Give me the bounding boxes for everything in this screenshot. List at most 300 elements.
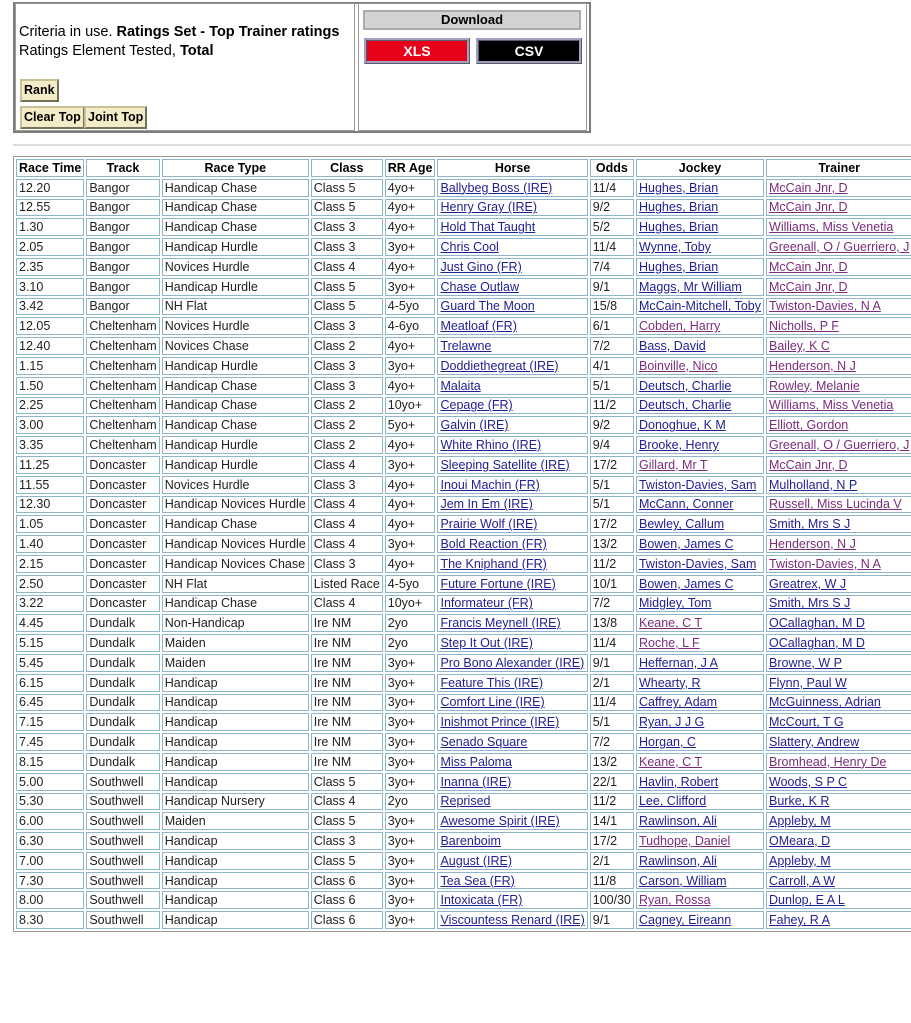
joint-top-button[interactable]: Joint Top	[84, 106, 147, 129]
cell-race-type: Novices Hurdle	[162, 258, 309, 276]
horse-link[interactable]: August (IRE)	[440, 853, 513, 868]
cell-rr-age: 3yo+	[385, 713, 436, 731]
trainer-link[interactable]: Appleby, M	[769, 814, 831, 829]
csv-download-button[interactable]: CSV	[476, 38, 582, 64]
cell-race-type: Handicap	[162, 872, 309, 890]
jockey-link[interactable]: Twiston-Davies, Sam	[638, 556, 757, 571]
column-header-jockey[interactable]: Jockey	[636, 159, 764, 177]
rank-button[interactable]: Rank	[20, 79, 59, 102]
trainer-link[interactable]: Nicholls, P F	[769, 319, 839, 334]
horse-link[interactable]: Trelawne	[440, 339, 492, 354]
cell-odds: 11/2	[590, 397, 634, 415]
horse-link[interactable]: Inoui Machin (FR)	[440, 477, 540, 492]
horse-link[interactable]: Comfort Line (IRE)	[440, 695, 545, 710]
trainer-link[interactable]: McGuinness, Adrian	[769, 695, 881, 710]
clear-top-button[interactable]: Clear Top	[20, 106, 85, 129]
cell-race-time: 6.45	[16, 694, 84, 712]
cell-trainer	[766, 555, 911, 573]
trainer-link[interactable]: Russell, Miss Lucinda V	[769, 497, 902, 512]
cell-rr-age: 4yo+	[385, 377, 436, 395]
table-row	[16, 337, 911, 355]
horse-link[interactable]: The Kniphand (FR)	[440, 556, 547, 571]
cell-trainer	[766, 753, 911, 771]
cell-odds: 17/2	[590, 832, 634, 850]
cell-race-type: Handicap Hurdle	[162, 278, 309, 296]
table-row	[16, 753, 911, 771]
cell-jockey	[636, 298, 764, 316]
jockey-link[interactable]: Lee, Clifford	[638, 794, 707, 809]
table-row	[16, 575, 911, 593]
divider	[13, 144, 911, 146]
jockey-link[interactable]: Brooke, Henry	[638, 438, 719, 453]
cell-track: Doncaster	[86, 535, 159, 553]
cell-trainer	[766, 713, 911, 731]
horse-link[interactable]: Inanna (IRE)	[440, 774, 512, 789]
cell-track: Doncaster	[86, 496, 159, 514]
cell-jockey	[636, 317, 764, 335]
cell-trainer	[766, 416, 911, 434]
trainer-link[interactable]: McCain Jnr, D	[769, 457, 848, 472]
trainer-link[interactable]: Smith, Mrs S J	[769, 596, 851, 611]
table-row	[16, 258, 911, 276]
cell-trainer	[766, 654, 911, 672]
cell-rr-age: 10yo+	[385, 397, 436, 415]
cell-race-type: Handicap	[162, 911, 309, 929]
cell-track: Southwell	[86, 773, 159, 791]
trainer-link[interactable]: Greatrex, W J	[769, 576, 847, 591]
horse-link[interactable]: Miss Paloma	[440, 754, 513, 769]
cell-jockey	[636, 515, 764, 533]
criteria-line2-prefix: Ratings Element Tested,	[19, 43, 180, 59]
table-row	[16, 812, 911, 830]
cell-race-time: 2.50	[16, 575, 84, 593]
jockey-link[interactable]: Carson, William	[638, 873, 727, 888]
table-row	[16, 357, 911, 375]
jockey-link[interactable]: Bass, David	[638, 339, 706, 354]
horse-link[interactable]: Awesome Spirit (IRE)	[440, 814, 560, 829]
cell-trainer	[766, 891, 911, 909]
cell-race-time: 5.45	[16, 654, 84, 672]
jockey-link[interactable]: Donoghue, K M	[638, 418, 726, 433]
cell-horse	[437, 634, 587, 652]
cell-odds: 5/1	[590, 377, 634, 395]
cell-race-time: 6.30	[16, 832, 84, 850]
cell-odds: 9/2	[590, 199, 634, 217]
table-row	[16, 891, 911, 909]
cell-track: Doncaster	[86, 456, 159, 474]
race-table	[13, 156, 911, 932]
cell-odds: 7/4	[590, 258, 634, 276]
cell-class: Class 4	[311, 595, 383, 613]
cell-horse	[437, 298, 587, 316]
cell-race-time: 1.05	[16, 515, 84, 533]
trainer-link[interactable]: OMeara, D	[769, 833, 831, 848]
cell-odds: 7/2	[590, 733, 634, 751]
jockey-link[interactable]: Gillard, Mr T	[638, 457, 708, 472]
cell-rr-age: 3yo+	[385, 753, 436, 771]
cell-trainer	[766, 357, 911, 375]
cell-trainer	[766, 812, 911, 830]
cell-jockey	[636, 456, 764, 474]
cell-odds: 11/4	[590, 179, 634, 197]
horse-link[interactable]: Viscountess Renard (IRE)	[440, 913, 585, 928]
cell-rr-age: 3yo+	[385, 911, 436, 929]
jockey-link[interactable]: Ryan, J J G	[638, 715, 705, 730]
cell-horse	[437, 555, 587, 573]
trainer-link[interactable]: McCain Jnr, D	[769, 200, 848, 215]
cell-odds: 22/1	[590, 773, 634, 791]
trainer-link[interactable]: Williams, Miss Venetia	[769, 220, 894, 235]
table-row	[16, 872, 911, 890]
cell-race-type: Novices Hurdle	[162, 476, 309, 494]
trainer-link[interactable]: Rowley, Melanie	[769, 378, 860, 393]
cell-class: Class 4	[311, 496, 383, 514]
horse-link[interactable]: Jem In Em (IRE)	[440, 497, 533, 512]
horse-link[interactable]: Chase Outlaw	[440, 279, 519, 294]
horse-link[interactable]: Cepage (FR)	[440, 398, 513, 413]
jockey-link[interactable]: Caffrey, Adam	[638, 695, 718, 710]
cell-rr-age: 4-5yo	[385, 575, 436, 593]
table-row	[16, 218, 911, 236]
horse-link[interactable]: Tea Sea (FR)	[440, 873, 515, 888]
cell-odds: 10/1	[590, 575, 634, 593]
horse-link[interactable]: Galvin (IRE)	[440, 418, 509, 433]
trainer-link[interactable]: Slattery, Andrew	[769, 735, 860, 749]
cell-trainer	[766, 337, 911, 355]
cell-class: Class 5	[311, 179, 383, 197]
jockey-link[interactable]: Hughes, Brian	[638, 220, 719, 235]
jockey-link[interactable]: Maggs, Mr William	[638, 279, 742, 294]
horse-link[interactable]: Chris Cool	[440, 240, 499, 255]
cell-horse	[437, 872, 587, 890]
trainer-link[interactable]: Bailey, K C	[769, 339, 830, 354]
trainer-link[interactable]: Browne, W P	[769, 655, 842, 670]
cell-odds: 15/8	[590, 298, 634, 316]
cell-horse	[437, 258, 587, 276]
jockey-link[interactable]: Hughes, Brian	[638, 259, 719, 274]
cell-race-time: 8.00	[16, 891, 84, 909]
cell-jockey	[636, 218, 764, 236]
cell-race-time: 7.15	[16, 713, 84, 731]
ratings-element: Total	[179, 43, 214, 59]
cell-jockey	[636, 891, 764, 909]
cell-class: Class 4	[311, 535, 383, 553]
horse-link[interactable]: Just Gino (FR)	[440, 259, 522, 274]
trainer-link[interactable]: Woods, S P C	[769, 774, 848, 789]
trainer-link[interactable]: OCallaghan, M D	[769, 616, 865, 631]
cell-track: Cheltenham	[86, 416, 159, 434]
cell-odds: 5/1	[590, 476, 634, 494]
jockey-link[interactable]: Horgan, C	[638, 735, 696, 749]
cell-odds: 2/1	[590, 852, 634, 870]
jockey-link[interactable]: Bewley, Callum	[638, 517, 725, 532]
cell-race-time: 7.30	[16, 872, 84, 890]
trainer-link[interactable]: Smith, Mrs S J	[769, 517, 851, 532]
cell-race-time: 4.45	[16, 614, 84, 632]
cell-race-time: 12.30	[16, 496, 84, 514]
trainer-link[interactable]: Fahey, R A	[769, 913, 830, 928]
horse-link[interactable]: Bold Reaction (FR)	[440, 537, 547, 552]
cell-race-time: 8.15	[16, 753, 84, 771]
cell-race-type: Non-Handicap	[162, 614, 309, 632]
cell-horse	[437, 456, 587, 474]
trainer-link[interactable]: McCourt, T G	[769, 715, 844, 730]
trainer-link[interactable]: Carroll, A W	[769, 873, 836, 888]
cell-track: Dundalk	[86, 733, 159, 751]
cell-trainer	[766, 179, 911, 197]
horse-link[interactable]: Feature This (IRE)	[440, 675, 544, 690]
cell-track: Dundalk	[86, 753, 159, 771]
jockey-link[interactable]: McCain-Mitchell, Toby	[638, 299, 762, 314]
table-row	[16, 317, 911, 335]
horse-link[interactable]: Sleeping Satellite (IRE)	[440, 457, 570, 472]
jockey-link[interactable]: Hughes, Brian	[638, 200, 719, 215]
cell-trainer	[766, 199, 911, 217]
trainer-link[interactable]: Mulholland, N P	[769, 477, 858, 492]
cell-trainer	[766, 832, 911, 850]
cell-jockey	[636, 614, 764, 632]
cell-trainer	[766, 852, 911, 870]
trainer-link[interactable]: McCain Jnr, D	[769, 279, 848, 294]
column-header-race-time[interactable]: Race Time	[16, 159, 84, 177]
column-header-track[interactable]: Track	[86, 159, 159, 177]
cell-trainer	[766, 793, 911, 811]
cell-race-type: Handicap Hurdle	[162, 238, 309, 256]
trainer-link[interactable]: Elliott, Gordon	[769, 418, 849, 433]
cell-track: Doncaster	[86, 595, 159, 613]
jockey-link[interactable]: Midgley, Tom	[638, 596, 712, 611]
jockey-link[interactable]: Ryan, Rossa	[638, 893, 711, 908]
trainer-link[interactable]: Dunlop, E A L	[769, 893, 845, 908]
cell-track: Dundalk	[86, 654, 159, 672]
trainer-link[interactable]: OCallaghan, M D	[769, 636, 865, 651]
horse-link[interactable]: Francis Meynell (IRE)	[440, 616, 561, 631]
cell-odds: 9/2	[590, 416, 634, 434]
cell-odds: 14/1	[590, 812, 634, 830]
horse-link[interactable]: Future Fortune (IRE)	[440, 576, 556, 591]
cell-race-time: 6.00	[16, 812, 84, 830]
cell-race-type: Handicap	[162, 674, 309, 692]
cell-rr-age: 4yo+	[385, 218, 436, 236]
table-row	[16, 238, 911, 256]
trainer-link[interactable]: Williams, Miss Venetia	[769, 398, 894, 413]
horse-link[interactable]: Step It Out (IRE)	[440, 636, 533, 651]
cell-odds: 17/2	[590, 515, 634, 533]
jockey-link[interactable]: McCann, Conner	[638, 497, 734, 512]
horse-link[interactable]: Barenboim	[440, 833, 501, 848]
horse-link[interactable]: Doddiethegreat (IRE)	[440, 358, 559, 373]
cell-race-type: Handicap Novices Hurdle	[162, 535, 309, 553]
cell-trainer	[766, 911, 911, 929]
jockey-link[interactable]: Twiston-Davies, Sam	[638, 477, 757, 492]
table-row	[16, 832, 911, 850]
column-header-odds[interactable]: Odds	[590, 159, 634, 177]
cell-race-time: 2.05	[16, 238, 84, 256]
cell-jockey	[636, 476, 764, 494]
horse-link[interactable]: Senado Square	[440, 735, 528, 749]
cell-horse	[437, 496, 587, 514]
cell-race-time: 12.55	[16, 199, 84, 217]
cell-trainer	[766, 614, 911, 632]
cell-race-type: Handicap	[162, 852, 309, 870]
cell-jockey	[636, 199, 764, 217]
trainer-link[interactable]: Appleby, M	[769, 853, 831, 868]
cell-race-time: 6.15	[16, 674, 84, 692]
cell-odds: 13/2	[590, 753, 634, 771]
jockey-link[interactable]: Rawlinson, Ali	[638, 853, 717, 868]
jockey-link[interactable]: Deutsch, Charlie	[638, 378, 732, 393]
jockey-link[interactable]: Keane, C T	[638, 616, 702, 631]
jockey-link[interactable]: Havlin, Robert	[638, 774, 719, 789]
criteria-line1-prefix: Criteria in use.	[19, 24, 117, 40]
cell-horse	[437, 436, 587, 454]
xls-download-button[interactable]: XLS	[364, 38, 470, 64]
jockey-link[interactable]: Roche, L F	[638, 636, 700, 651]
cell-track: Dundalk	[86, 713, 159, 731]
jockey-link[interactable]: Boinville, Nico	[638, 358, 718, 373]
cell-race-time: 1.50	[16, 377, 84, 395]
column-header-horse[interactable]: Horse	[437, 159, 587, 177]
cell-track: Cheltenham	[86, 357, 159, 375]
horse-link[interactable]: Reprised	[440, 794, 491, 809]
cell-class: Ire NM	[311, 674, 383, 692]
trainer-link[interactable]: Henderson, N J	[769, 537, 856, 552]
cell-horse	[437, 397, 587, 415]
jockey-link[interactable]: Deutsch, Charlie	[638, 398, 732, 413]
cell-horse	[437, 575, 587, 593]
trainer-link[interactable]: Burke, K R	[769, 794, 830, 809]
trainer-link[interactable]: McCain Jnr, D	[769, 259, 848, 274]
cell-race-type: NH Flat	[162, 575, 309, 593]
jockey-link[interactable]: Wynne, Toby	[638, 240, 711, 255]
cell-jockey	[636, 674, 764, 692]
horse-link[interactable]: Hold That Taught	[440, 220, 536, 235]
horse-link[interactable]: Meatloaf (FR)	[440, 319, 517, 334]
cell-track: Cheltenham	[86, 317, 159, 335]
jockey-link[interactable]: Cobden, Harry	[638, 319, 721, 334]
cell-track: Southwell	[86, 793, 159, 811]
trainer-link[interactable]: Greenall, O / Guerriero, J	[769, 240, 910, 255]
table-row	[16, 496, 911, 514]
cell-race-type: NH Flat	[162, 298, 309, 316]
horse-link[interactable]: Intoxicata (FR)	[440, 893, 523, 908]
cell-class: Class 4	[311, 793, 383, 811]
cell-race-time: 5.00	[16, 773, 84, 791]
cell-rr-age: 3yo+	[385, 278, 436, 296]
cell-odds: 11/4	[590, 238, 634, 256]
cell-jockey	[636, 397, 764, 415]
cell-trainer	[766, 773, 911, 791]
cell-horse	[437, 654, 587, 672]
jockey-link[interactable]: Heffernan, J A	[638, 655, 718, 670]
cell-rr-age: 4-5yo	[385, 298, 436, 316]
cell-horse	[437, 416, 587, 434]
jockey-link[interactable]: Bowen, James C	[638, 537, 734, 552]
horse-link[interactable]: Malaita	[440, 378, 481, 393]
download-title: Download	[363, 10, 581, 30]
cell-race-type: Handicap Chase	[162, 179, 309, 197]
cell-race-time: 3.35	[16, 436, 84, 454]
cell-trainer	[766, 872, 911, 890]
horse-link[interactable]: Pro Bono Alexander (IRE)	[440, 655, 585, 670]
cell-rr-age: 3yo+	[385, 773, 436, 791]
trainer-link[interactable]: McCain Jnr, D	[769, 180, 848, 195]
cell-track: Doncaster	[86, 555, 159, 573]
cell-trainer	[766, 476, 911, 494]
cell-rr-age: 3yo+	[385, 891, 436, 909]
jockey-link[interactable]: Whearty, R	[638, 675, 701, 690]
cell-jockey	[636, 872, 764, 890]
jockey-link[interactable]: Keane, C T	[638, 754, 702, 769]
cell-race-type: Handicap Hurdle	[162, 436, 309, 454]
cell-race-type: Handicap	[162, 733, 309, 751]
cell-jockey	[636, 535, 764, 553]
trainer-link[interactable]: Twiston-Davies, N A	[769, 556, 881, 571]
horse-link[interactable]: Guard The Moon	[440, 299, 535, 314]
cell-trainer	[766, 535, 911, 553]
jockey-link[interactable]: Cagney, Eireann	[638, 913, 732, 928]
horse-link[interactable]: Informateur (FR)	[440, 596, 533, 611]
trainer-link[interactable]: Flynn, Paul W	[769, 675, 847, 690]
horse-link[interactable]: Henry Gray (IRE)	[440, 200, 538, 215]
column-header-class[interactable]: Class	[311, 159, 383, 177]
cell-jockey	[636, 337, 764, 355]
cell-track: Cheltenham	[86, 397, 159, 415]
cell-track: Bangor	[86, 238, 159, 256]
cell-track: Southwell	[86, 812, 159, 830]
cell-race-type: Handicap Chase	[162, 595, 309, 613]
cell-jockey	[636, 357, 764, 375]
cell-track: Southwell	[86, 852, 159, 870]
cell-trainer	[766, 258, 911, 276]
cell-track: Southwell	[86, 832, 159, 850]
cell-jockey	[636, 753, 764, 771]
cell-race-type: Handicap	[162, 694, 309, 712]
cell-jockey	[636, 278, 764, 296]
trainer-link[interactable]: Bromhead, Henry De	[769, 754, 887, 769]
cell-track: Bangor	[86, 298, 159, 316]
table-row	[16, 793, 911, 811]
cell-class: Class 2	[311, 436, 383, 454]
trainer-link[interactable]: Twiston-Davies, N A	[769, 299, 881, 314]
jockey-link[interactable]: Tudhope, Daniel	[638, 833, 731, 848]
cell-rr-age: 3yo+	[385, 832, 436, 850]
criteria-text	[19, 23, 339, 61]
jockey-link[interactable]: Rawlinson, Ali	[638, 814, 717, 829]
horse-link[interactable]: Prairie Wolf (IRE)	[440, 517, 538, 532]
cell-jockey	[636, 416, 764, 434]
cell-jockey	[636, 713, 764, 731]
cell-race-type: Handicap Chase	[162, 199, 309, 217]
cell-rr-age: 2yo	[385, 793, 436, 811]
trainer-link[interactable]: Henderson, N J	[769, 358, 856, 373]
horse-link[interactable]: Ballybeg Boss (IRE)	[440, 180, 553, 195]
trainer-link[interactable]: Greenall, O / Guerriero, J	[769, 438, 910, 453]
horse-link[interactable]: White Rhino (IRE)	[440, 438, 542, 453]
ratings-set: Ratings Set - Top Trainer ratings	[116, 24, 340, 40]
column-header-rr-age[interactable]: RR Age	[385, 159, 436, 177]
horse-link[interactable]: Inishmot Prince (IRE)	[440, 715, 560, 730]
cell-race-type: Handicap Hurdle	[162, 357, 309, 375]
cell-race-time: 11.25	[16, 456, 84, 474]
column-header-trainer[interactable]: Trainer	[766, 159, 911, 177]
cell-jockey	[636, 654, 764, 672]
column-header-race-type[interactable]: Race Type	[162, 159, 309, 177]
cell-race-time: 5.30	[16, 793, 84, 811]
jockey-link[interactable]: Bowen, James C	[638, 576, 734, 591]
jockey-link[interactable]: Hughes, Brian	[638, 180, 719, 195]
cell-horse	[437, 515, 587, 533]
